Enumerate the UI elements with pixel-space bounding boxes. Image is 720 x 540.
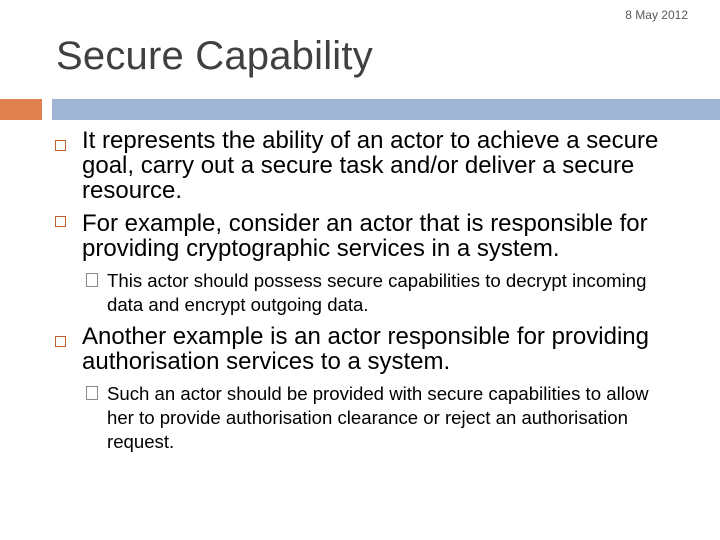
subbullet-item: Such an actor should be provided with secure capabilities to allow her to provide authorisation clearance or reject an authorisation request. — [107, 383, 649, 452]
subbullet-item: This actor should possess secure capabilities to decrypt incoming data and encrypt outgoing data. — [107, 270, 647, 315]
bullet-item: For example, consider an actor that is responsible for providing cryptographic services in a system. — [82, 210, 648, 262]
slide-title: Secure Capability — [56, 34, 373, 78]
subbullet-marker — [86, 273, 98, 287]
bullet-item: It represents the ability of an actor to achieve a secure goal, carry out a secure task and/or deliver a secure resource. — [82, 127, 659, 204]
accent-bar-blue — [52, 99, 720, 120]
bullet-marker — [55, 140, 66, 151]
subbullet-marker — [86, 386, 98, 400]
bullet-item: Another example is an actor responsible for providing authorisation services to a system. — [82, 323, 649, 375]
slide-date: 8 May 2012 — [625, 8, 688, 22]
bullet-marker — [55, 336, 66, 347]
bullet-marker — [55, 216, 66, 227]
accent-bar-orange — [0, 99, 42, 120]
